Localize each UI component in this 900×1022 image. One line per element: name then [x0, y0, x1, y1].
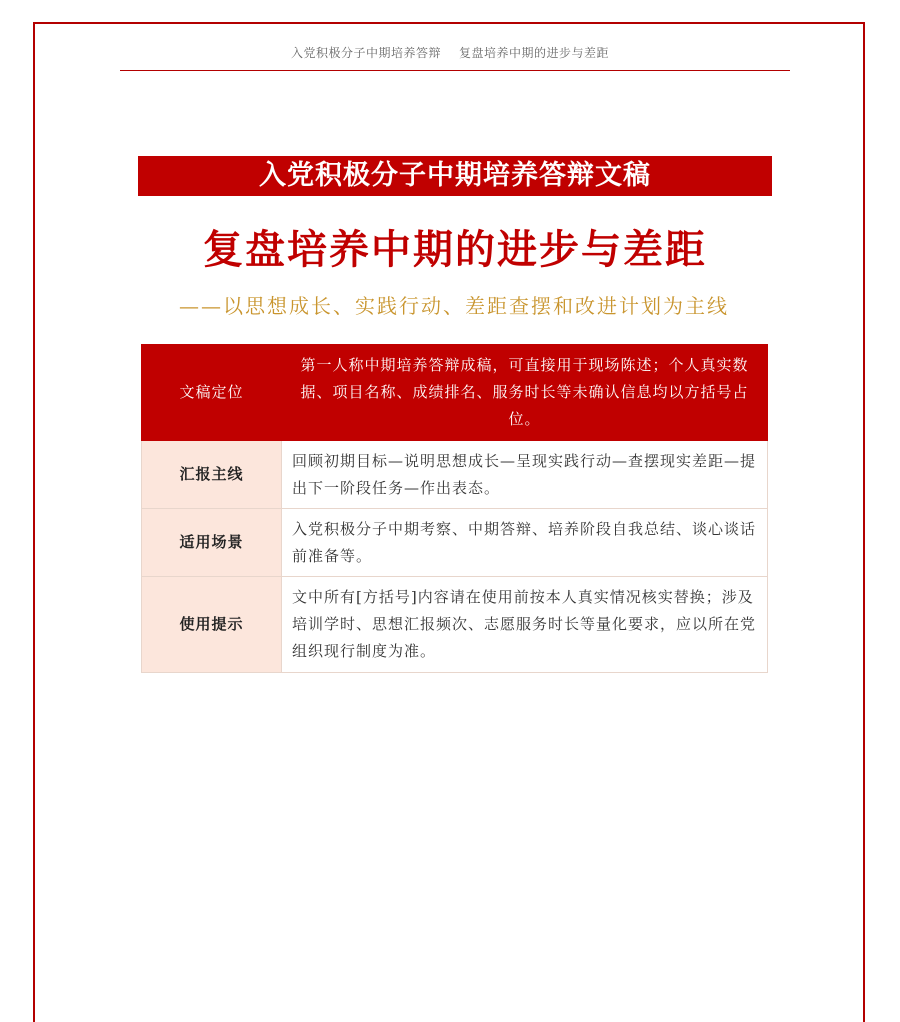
row-label: 文稿定位	[142, 345, 282, 441]
page-title: 复盘培养中期的进步与差距	[203, 227, 707, 273]
row-value: 文中所有[方括号]内容请在使用前按本人真实情况核实替换；涉及培训学时、思想汇报频次、志愿服务时长等量化要求，应以所在党组织现行制度为准。	[282, 577, 768, 673]
row-label: 汇报主线	[142, 441, 282, 509]
table-row-scenarios	[142, 509, 768, 577]
row-value: 回顾初期目标—说明思想成长—呈现实践行动—查摆现实差距—提出下一阶段任务—作出表态。	[282, 441, 768, 509]
page-subtitle: ——以思想成长、实践行动、差距查摆和改进计划为主线	[179, 294, 729, 318]
table-row-main-line	[142, 441, 768, 509]
row-label: 适用场景	[142, 509, 282, 577]
table-row-positioning	[142, 345, 768, 441]
row-value: 第一人称中期培养答辩成稿，可直接用于现场陈述；个人真实数据、项目名称、成绩排名、服务时长等未确认信息均以方括号占位。	[282, 345, 768, 441]
header-divider	[120, 70, 790, 71]
document-type-banner: 入党积极分子中期培养答辩文稿	[138, 156, 772, 196]
header-doc-topic: 复盘培养中期的进步与差距	[459, 46, 610, 60]
row-label: 使用提示	[142, 577, 282, 673]
header-doc-name: 入党积极分子中期培养答辩	[290, 46, 441, 60]
running-header	[0, 44, 900, 61]
document-info-table	[141, 344, 768, 673]
row-value: 入党积极分子中期考察、中期答辩、培养阶段自我总结、谈心谈话前准备等。	[282, 509, 768, 577]
table-row-usage-tips	[142, 577, 768, 673]
